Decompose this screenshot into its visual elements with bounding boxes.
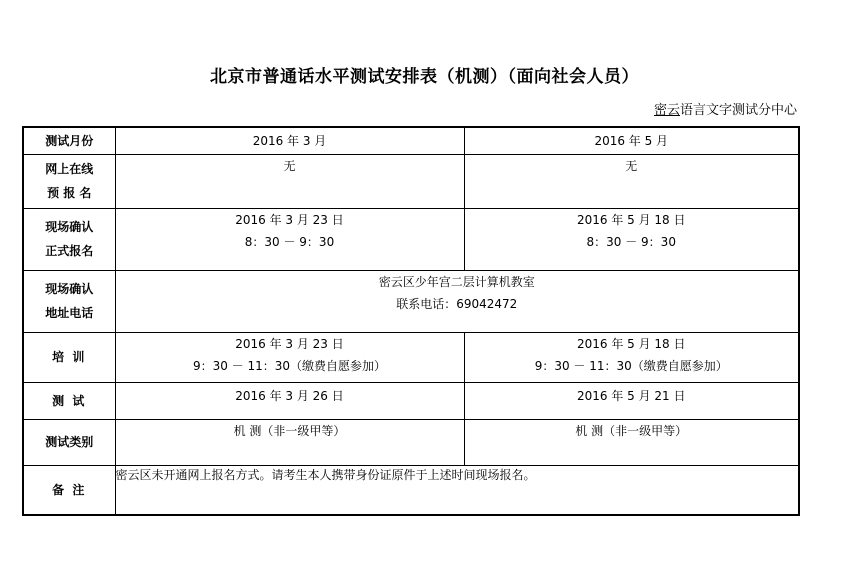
label-line: 现场确认 (45, 282, 94, 296)
row-online-prereg (23, 154, 799, 208)
onsite-registration-may (464, 208, 799, 270)
time-line: 9：30 － 11：30（缴费自愿参加） (534, 358, 728, 373)
organizer (654, 99, 797, 118)
label-address-phone (23, 270, 115, 332)
test-date-may: 2016 年 5 月 21 日 (464, 382, 799, 419)
organizer-name: 语言文字测试分中心 (679, 103, 797, 118)
training-march (115, 332, 464, 382)
label-line: 地址电话 (45, 306, 94, 320)
date-line: 2016 年 5 月 18 日 (576, 212, 686, 227)
test-category-may: 机 测（非一级甲等） (464, 419, 799, 465)
date-line: 2016 年 3 月 23 日 (235, 212, 344, 227)
label-line: 预 报 名 (47, 186, 92, 200)
date-line: 2016 年 5 月 18 日 (576, 336, 686, 351)
row-training (23, 332, 799, 382)
date-line: 2016 年 3 月 23 日 (235, 336, 344, 351)
row-address-phone (23, 270, 799, 332)
test-month-may: 2016 年 5 月 (464, 127, 799, 154)
label-line: 正式报名 (45, 244, 94, 258)
label-training: 培 训 (23, 332, 115, 382)
label-remarks: 备 注 (23, 465, 115, 515)
online-prereg-may: 无 (464, 154, 799, 208)
row-test-date (23, 382, 799, 419)
onsite-registration-march (115, 208, 464, 270)
test-date-march: 2016 年 3 月 26 日 (115, 382, 464, 419)
label-line: 网上在线 (45, 162, 94, 176)
time-line: 8：30 － 9：30 (244, 234, 335, 249)
training-may (464, 332, 799, 382)
time-line: 8：30 － 9：30 (586, 234, 676, 249)
test-month-march: 2016 年 3 月 (115, 127, 464, 154)
address-phone-value (115, 270, 799, 332)
test-category-march: 机 测（非一级甲等） (115, 419, 464, 465)
label-test-category: 测试类别 (23, 419, 115, 465)
phone-line: 联系电话：69042472 (396, 296, 518, 311)
row-remarks (23, 465, 799, 515)
row-onsite-registration (23, 208, 799, 270)
row-test-month (23, 127, 799, 154)
row-test-category (23, 419, 799, 465)
organizer-district: 密云 (653, 103, 680, 118)
label-line: 现场确认 (45, 220, 94, 234)
label-test-date: 测 试 (23, 382, 115, 419)
label-onsite-registration (23, 208, 115, 270)
remarks-text: 密云区未开通网上报名方式。请考生本人携带身份证原件于上述时间现场报名。 (115, 465, 799, 515)
time-line: 9：30 － 11：30（缴费自愿参加） (192, 358, 387, 373)
page-title: 北京市普通话水平测试安排表（机测）（面向社会人员） (210, 67, 639, 87)
address-line: 密云区少年宫二层计算机教室 (378, 274, 535, 289)
label-online-prereg (23, 154, 115, 208)
schedule-table (22, 126, 800, 516)
label-test-month: 测试月份 (23, 127, 115, 154)
online-prereg-march: 无 (115, 154, 464, 208)
